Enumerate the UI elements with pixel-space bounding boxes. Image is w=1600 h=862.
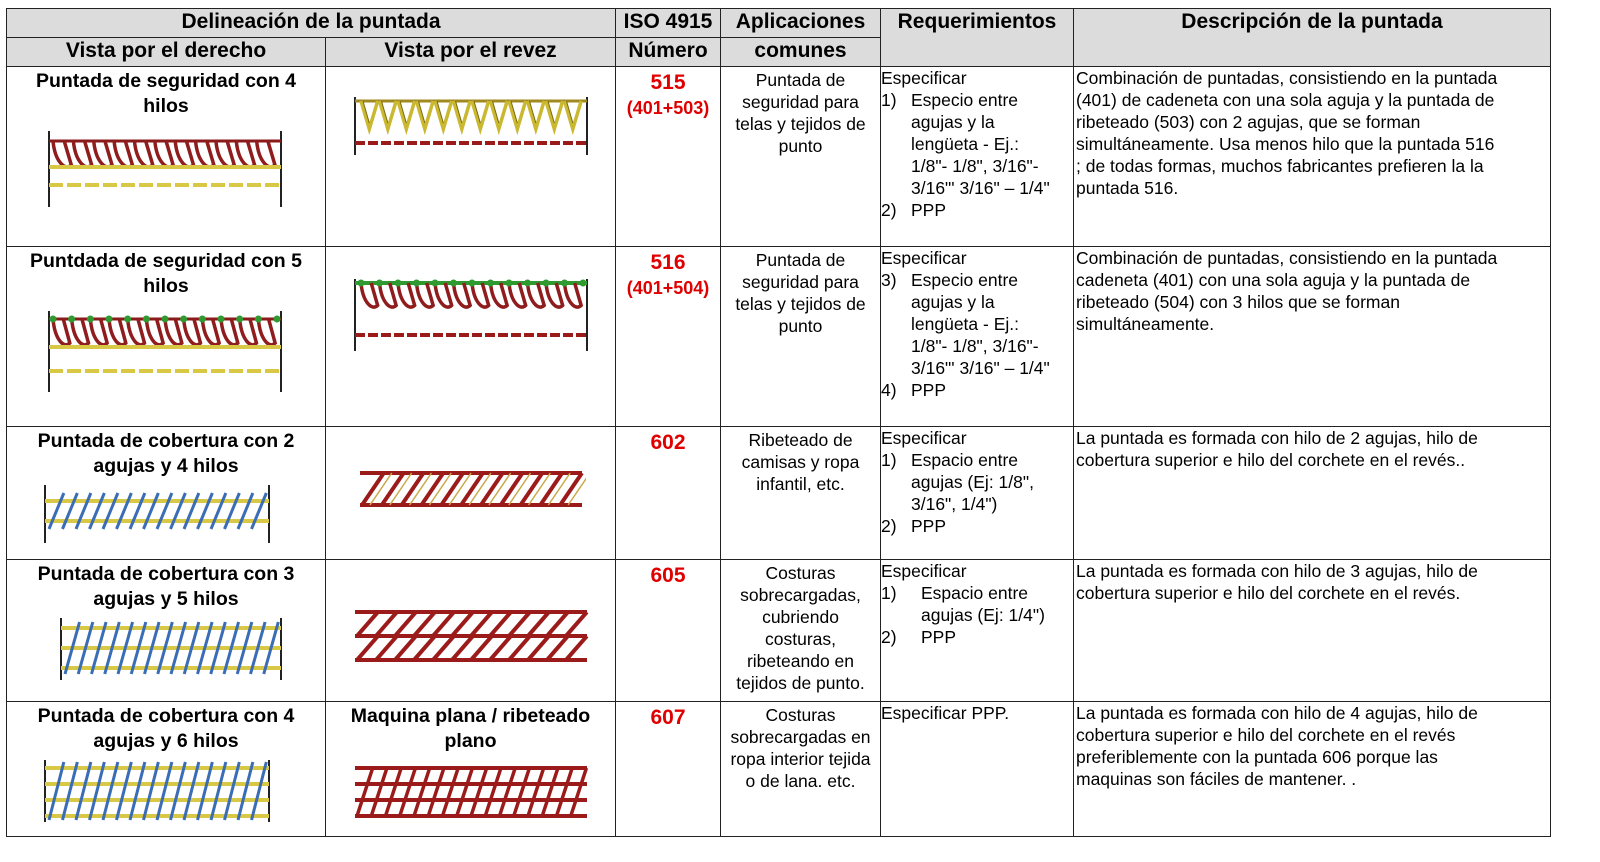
app-line: telas y tejidos de <box>735 114 866 134</box>
description-cell <box>1074 702 1551 837</box>
app-line: seguridad para <box>742 272 859 292</box>
app-line: ribeteando en <box>746 651 855 671</box>
iso-composition: (401+504) <box>626 278 710 298</box>
app-line: Puntada de <box>755 70 846 90</box>
header-aplic-2: comunes <box>721 38 881 67</box>
header-vista-revez: Vista por el revez <box>326 38 616 67</box>
description-cell <box>1074 560 1551 702</box>
req-head: Especificar PPP. <box>881 703 1010 723</box>
req-line: PPP <box>911 200 947 220</box>
requirements-cell <box>881 427 1074 560</box>
description-cell <box>1074 67 1551 247</box>
app-line: punto <box>778 136 823 156</box>
req-head: Especificar <box>881 561 967 581</box>
stitch-607-front-icon <box>41 758 281 824</box>
row-title-line2: hilos <box>143 275 189 297</box>
applications-cell <box>721 67 881 247</box>
row-title-line2: hilos <box>143 95 189 117</box>
row-title-line2: agujas y 4 hilos <box>93 455 239 477</box>
applications-cell <box>721 247 881 427</box>
req-number: 3) <box>881 270 897 290</box>
description-cell <box>1074 427 1551 560</box>
header-vista-derecho: Vista por el derecho <box>7 38 326 67</box>
stitch-605-back-icon <box>351 606 591 668</box>
front-view-cell <box>7 560 326 702</box>
table-row <box>7 702 1551 837</box>
stitch-515-back-icon <box>351 89 591 159</box>
iso-composition: (401+503) <box>626 98 710 118</box>
back-view-cell <box>326 560 616 702</box>
app-line: tejidos de punto. <box>736 673 865 693</box>
req-line: 1/8"- 1/8", 3/16"- <box>911 156 1039 176</box>
header-requerimientos: Requerimientos <box>881 9 1074 67</box>
desc-line: cobertura superior e hilo del corchete en el revés.. <box>1076 450 1466 470</box>
req-number: 4) <box>881 380 897 400</box>
req-line: agujas y la <box>911 112 995 132</box>
front-view-cell <box>7 427 326 560</box>
desc-line: (401) de cadeneta con una sola aguja y la puntada de <box>1076 90 1495 110</box>
header-descripcion: Descripción de la puntada <box>1074 9 1551 67</box>
req-number: 2) <box>881 200 897 220</box>
req-number: 1) <box>881 450 897 470</box>
desc-line: cadeneta (401) con una sola aguja y la puntada de <box>1076 270 1471 290</box>
req-line: agujas (Ej: 1/4") <box>921 605 1045 625</box>
req-line: PPP <box>911 380 947 400</box>
row-title-line1: Puntada de seguridad con 4 <box>35 70 297 92</box>
app-line: o de lana. etc. <box>745 771 856 791</box>
app-line: Ribeteado de <box>748 430 853 450</box>
req-line: agujas (Ej: 1/8", <box>911 472 1034 492</box>
stitch-516-front-icon <box>41 309 291 394</box>
app-line: Costuras <box>765 563 836 583</box>
iso-number-cell <box>616 427 721 560</box>
req-number: 1) <box>881 90 897 110</box>
desc-line: Combinación de puntadas, consistiendo en la puntada <box>1076 248 1498 268</box>
desc-line: preferiblemente con la puntada 606 porque las <box>1076 747 1438 767</box>
back-view-cell <box>326 67 616 247</box>
front-view-cell <box>7 702 326 837</box>
row-title-line2: agujas y 5 hilos <box>93 588 239 610</box>
app-line: infantil, etc. <box>756 474 845 494</box>
desc-line: La puntada es formada con hilo de 2 agujas, hilo de <box>1076 428 1478 448</box>
table-row <box>7 427 1551 560</box>
req-line: Especio entre <box>911 90 1019 110</box>
req-head: Especificar <box>881 428 967 448</box>
req-number: 1) <box>881 583 897 603</box>
stitch-605-front-icon <box>57 616 287 682</box>
requirements-cell <box>881 247 1074 427</box>
requirements-cell <box>881 702 1074 837</box>
app-line: Costuras <box>765 705 836 725</box>
app-line: punto <box>778 316 823 336</box>
desc-line: cobertura superior e hilo del corchete en el revés. <box>1076 583 1461 603</box>
app-line: seguridad para <box>742 92 859 112</box>
req-line: PPP <box>921 627 957 647</box>
app-line: Puntada de <box>755 250 846 270</box>
req-line: agujas y la <box>911 292 995 312</box>
req-line: 3/16", 1/4") <box>911 494 998 514</box>
desc-line: Combinación de puntadas, consistiendo en la puntada <box>1076 68 1498 88</box>
req-line: 1/8"- 1/8", 3/16"- <box>911 336 1039 356</box>
table-row <box>7 247 1551 427</box>
req-line: Espacio entre <box>911 450 1019 470</box>
back-view-cell <box>326 427 616 560</box>
applications-cell <box>721 702 881 837</box>
req-head: Especificar <box>881 68 967 88</box>
desc-line: ribeteado (504) con 3 hilos que se forman <box>1076 292 1400 312</box>
requirements-cell <box>881 560 1074 702</box>
req-line: Espacio entre <box>921 583 1029 603</box>
stitch-602-front-icon <box>41 483 281 545</box>
header-delineacion: Delineación de la puntada <box>7 9 616 38</box>
desc-line: cobertura superior e hilo del corchete en el revés <box>1076 725 1456 745</box>
req-line: lengüeta - Ej.: <box>911 134 1019 154</box>
stitch-607-back-icon <box>351 762 591 820</box>
front-view-cell <box>7 247 326 427</box>
app-line: telas y tejidos de <box>735 294 866 314</box>
requirements-cell <box>881 67 1074 247</box>
iso-number: 515 <box>650 71 686 94</box>
req-number: 2) <box>881 627 897 647</box>
app-line: sobrecargadas, <box>740 585 861 605</box>
table-row <box>7 67 1551 247</box>
header-iso-2: Número <box>616 38 721 67</box>
iso-number-cell <box>616 247 721 427</box>
description-cell <box>1074 247 1551 427</box>
iso-number: 516 <box>650 251 686 274</box>
req-line: lengüeta - Ej.: <box>911 314 1019 334</box>
table-row <box>7 560 1551 702</box>
desc-line: ribeteado (503) con 2 agujas, que se forman <box>1076 112 1421 132</box>
back-view-cell <box>326 247 616 427</box>
revez-title-line1: Maquina plana / ribeteado <box>350 705 591 727</box>
applications-cell <box>721 427 881 560</box>
app-line: sobrecargadas en <box>730 727 871 747</box>
iso-number-cell <box>616 560 721 702</box>
desc-line: maquinas son fáciles de mantener. . <box>1076 769 1357 789</box>
req-line: 3/16"' 3/16" – 1/4" <box>911 178 1050 198</box>
desc-line: puntada 516. <box>1076 178 1179 198</box>
app-line: cubriendo <box>762 607 839 627</box>
header-aplic-1: Aplicaciones <box>721 9 881 38</box>
iso-number: 602 <box>650 431 686 454</box>
iso-number: 607 <box>650 706 686 729</box>
row-title-line1: Puntdada de seguridad con 5 <box>30 250 302 272</box>
iso-number-cell <box>616 67 721 247</box>
applications-cell <box>721 560 881 702</box>
req-line: Especio entre <box>911 270 1019 290</box>
app-line: camisas y ropa <box>741 452 860 472</box>
iso-number-cell <box>616 702 721 837</box>
revez-title-line2: plano <box>444 730 497 752</box>
row-title-line1: Puntada de cobertura con 4 <box>37 705 295 727</box>
back-view-cell <box>326 702 616 837</box>
stitch-table <box>6 8 1551 837</box>
desc-line: simultáneamente. <box>1076 314 1215 334</box>
app-line: ropa interior tejida <box>730 749 871 769</box>
row-title-line2: agujas y 6 hilos <box>93 730 239 752</box>
req-line: PPP <box>911 516 947 536</box>
iso-number: 605 <box>650 564 686 587</box>
row-title-line1: Puntada de cobertura con 2 <box>37 430 295 452</box>
stitch-516-back-icon <box>351 275 591 355</box>
desc-line: La puntada es formada con hilo de 3 agujas, hilo de <box>1076 561 1478 581</box>
stitch-602-back-icon <box>356 465 586 515</box>
stitch-515-front-icon <box>41 129 291 209</box>
req-line: 3/16"' 3/16" – 1/4" <box>911 358 1050 378</box>
app-line: costuras, <box>765 629 836 649</box>
req-head: Especificar <box>881 248 967 268</box>
desc-line: La puntada es formada con hilo de 4 agujas, hilo de <box>1076 703 1478 723</box>
header-iso-1: ISO 4915 <box>616 9 721 38</box>
row-title-line1: Puntada de cobertura con 3 <box>37 563 295 585</box>
desc-line: ; de todas formas, muchos fabricantes prefieren la la <box>1076 156 1484 176</box>
desc-line: simultáneamente. Usa menos hilo que la puntada 516 <box>1076 134 1495 154</box>
front-view-cell <box>7 67 326 247</box>
req-number: 2) <box>881 516 897 536</box>
